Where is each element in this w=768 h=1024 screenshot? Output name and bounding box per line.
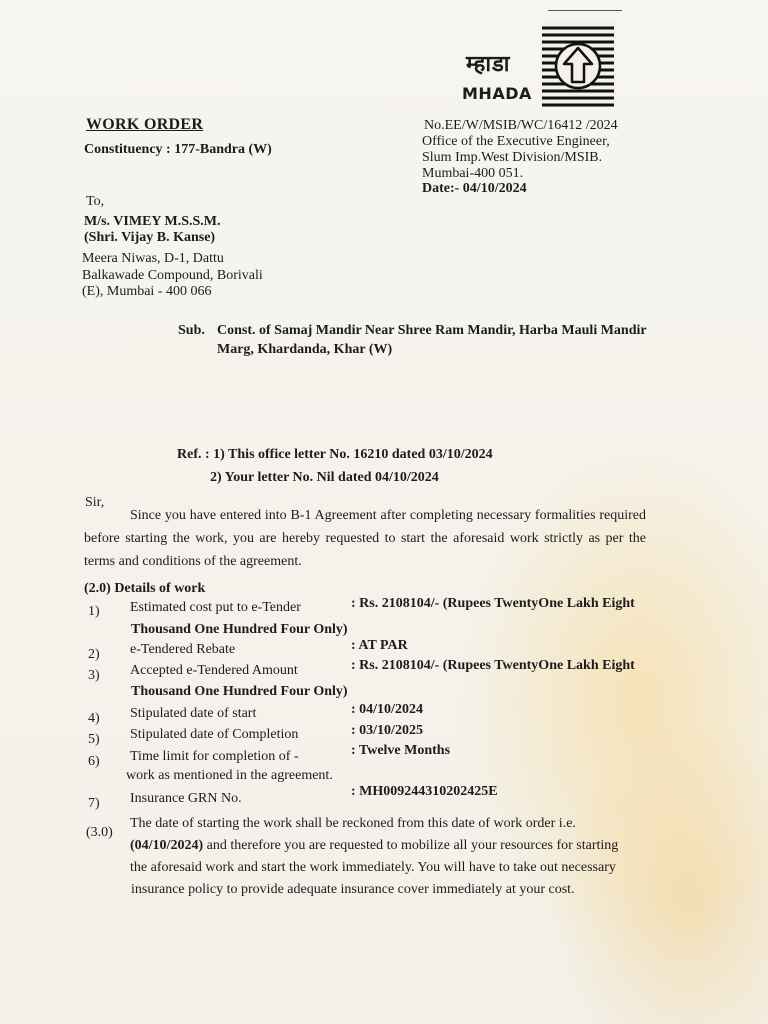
subject-label: Sub. (178, 323, 205, 338)
detail-value-6: : Twelve Months (351, 743, 451, 758)
logo-text-devanagari: म्हाडा (466, 52, 511, 77)
detail-num-1: 1) (88, 604, 100, 619)
detail-label-1: Estimated cost put to e-Tender (130, 600, 301, 615)
detail-cont-3: Thousand One Hundred Four Only) (131, 684, 348, 699)
clause-3-line-4: insurance policy to provide adequate insurance cover immediately at your cost. (131, 882, 575, 897)
detail-value-1: : Rs. 2108104/- (Rupees TwentyOne Lakh Eight (351, 596, 635, 611)
detail-label-5: Stipulated date of Completion (130, 727, 299, 742)
detail-value-3: : Rs. 2108104/- (Rupees TwentyOne Lakh Eight (351, 658, 635, 673)
to-label: To, (86, 194, 105, 209)
recipient-person: (Shri. Vijay B. Kanse) (84, 230, 216, 245)
detail-num-4: 4) (88, 711, 100, 726)
intro-paragraph: Since you have entered into B-1 Agreement after completing necessary formalities required before starting the work, you are hereby requested to start the aforesaid work strictly as per the terms and conditions of the agreement. (84, 508, 646, 569)
detail-label-7: Insurance GRN No. (130, 791, 242, 806)
recipient-name: M/s. VIMEY M.S.S.M. (84, 214, 221, 229)
top-rule (548, 10, 622, 11)
detail-num-6: 6) (88, 754, 100, 769)
salutation: Sir, (85, 495, 105, 510)
detail-label-3: Accepted e-Tendered Amount (130, 663, 298, 678)
office-line-1: Office of the Executive Engineer, (422, 134, 610, 149)
detail-label-4: Stipulated date of start (130, 706, 257, 721)
subject-line-2: Marg, Khardanda, Khar (W) (217, 342, 393, 357)
detail-value-7: : MH009244310202425E (351, 784, 498, 799)
detail-value-4: : 04/10/2024 (351, 702, 423, 717)
clause-3-number: (3.0) (86, 825, 113, 840)
detail-value-2: : AT PAR (351, 638, 408, 653)
detail-cont-1: Thousand One Hundred Four Only) (131, 622, 348, 637)
clause-3-line-3: the aforesaid work and start the work immediately. You will have to take out necessary (130, 860, 616, 875)
detail-cont-6: work as mentioned in the agreement. (126, 768, 333, 783)
letter-date: Date:- 04/10/2024 (422, 181, 527, 196)
detail-label-6: Time limit for completion of - (130, 749, 299, 764)
details-heading: (2.0) Details of work (84, 581, 206, 596)
subject-line-1: Const. of Samaj Mandir Near Shree Ram Mandir, Harba Mauli Mandir (217, 323, 647, 338)
detail-num-2: 2) (88, 647, 100, 662)
work-order-title: WORK ORDER (86, 116, 204, 133)
clause-3-line-2 (130, 838, 618, 854)
mhada-logo-icon (540, 22, 616, 108)
detail-label-2: e-Tendered Rebate (130, 642, 236, 657)
reference-number: No.EE/W/MSIB/WC/16412 /2024 (424, 118, 618, 133)
office-line-2: Slum Imp.West Division/MSIB. (422, 150, 603, 165)
detail-num-7: 7) (88, 796, 100, 811)
address-line-1: Meera Niwas, D-1, Dattu (82, 251, 224, 266)
logo-text-english: MHADA (462, 84, 532, 103)
detail-value-5: : 03/10/2025 (351, 723, 423, 738)
clause-3-line-2-rest: and therefore you are requested to mobilize all your resources for starting (203, 838, 619, 853)
clause-3-line-1: The date of starting the work shall be reckoned from this date of work order i.e. (130, 816, 576, 831)
address-line-3: (E), Mumbai - 400 066 (82, 284, 212, 299)
office-line-3: Mumbai-400 051. (422, 166, 524, 181)
reference-line-2: 2) Your letter No. Nil dated 04/10/2024 (210, 470, 439, 485)
detail-num-3: 3) (88, 668, 100, 683)
detail-num-5: 5) (88, 732, 100, 747)
constituency: Constituency : 177-Bandra (W) (84, 142, 272, 157)
clause-3-start-date: (04/10/2024) (130, 838, 204, 853)
address-line-2: Balkawade Compound, Borivali (82, 268, 263, 283)
reference-line-1: Ref. : 1) This office letter No. 16210 dated 03/10/2024 (177, 447, 493, 462)
